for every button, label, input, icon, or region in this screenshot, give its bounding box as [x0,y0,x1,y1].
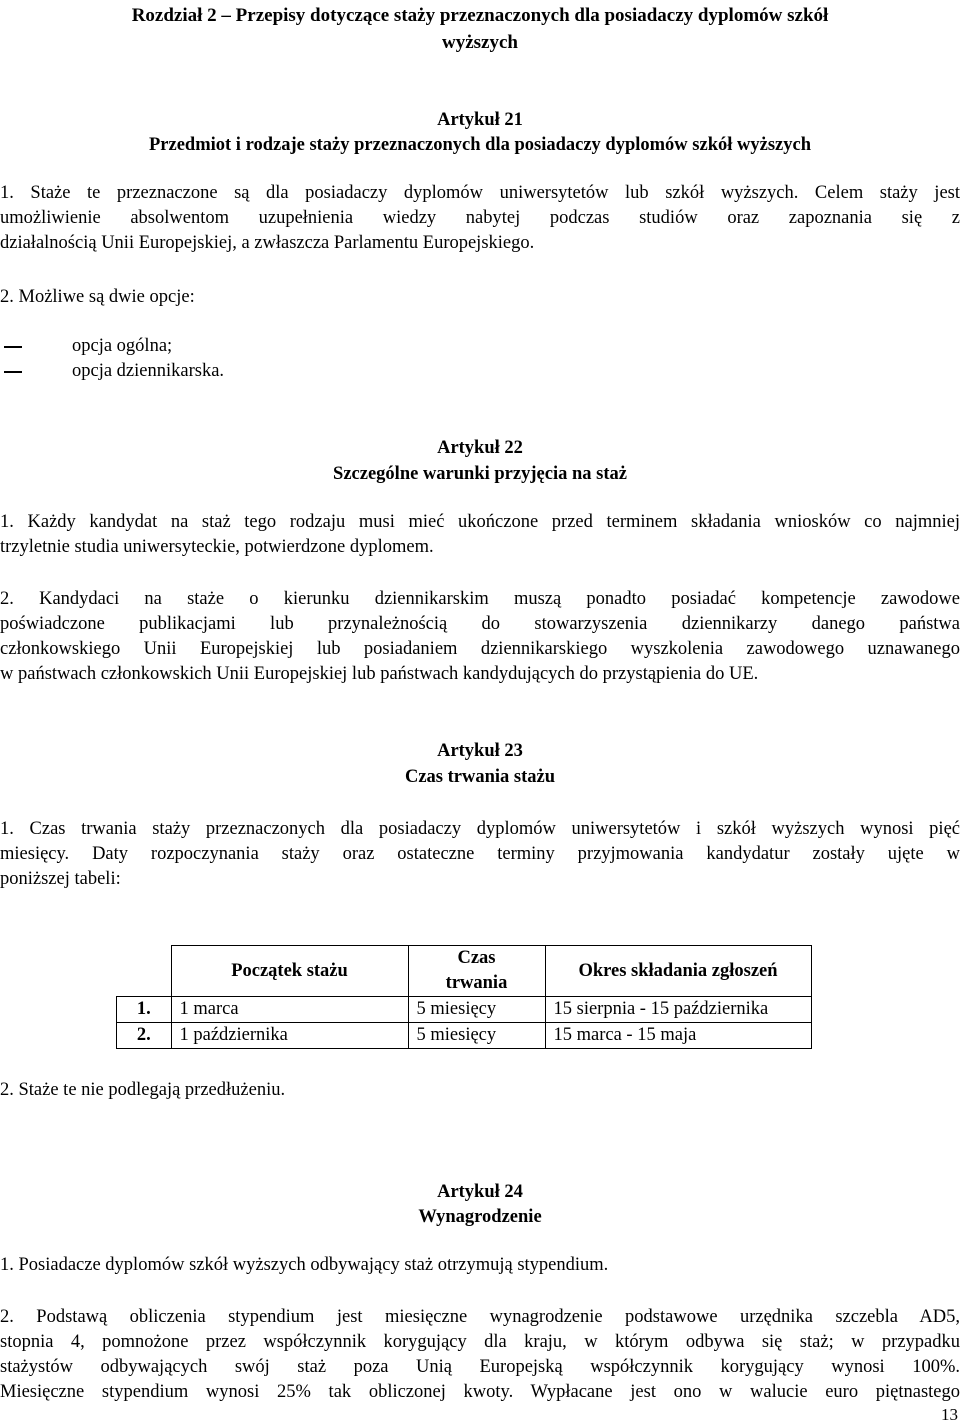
header-start: Początek stażu [171,946,408,997]
art23-subheading: Czas trwania stażu [404,767,556,787]
art21-subheading: Przedmiot i rodzaje staży przeznaczonych dla posiadaczy dyplomów szkół wyższych [149,135,811,155]
art22-paragraph-2 [0,587,960,687]
row-period: 15 sierpnia - 15 października [545,997,811,1023]
art24-paragraph-1: 1. Posiadacze dyplomów szkół wyższych odbywający staż otrzymują stypendium. [0,1255,609,1275]
table-header-row [117,946,812,997]
row-start: 1 marca [171,997,408,1023]
row-period: 15 marca - 15 maja [545,1023,811,1049]
art21-paragraph-2: 2. Możliwe są dwie opcje: [0,287,195,307]
art24-p2-line: stażystów odbywających swój staż poza Unią Europejską współczynnik korygujący wynosi 100%. [0,1357,960,1377]
dash-bullet-icon [4,346,22,348]
row-duration: 5 miesięcy [408,1023,545,1049]
list-item [0,334,224,359]
row-start: 1 października [171,1023,408,1049]
table-row [117,1023,812,1049]
table-row [117,997,812,1023]
art22-heading: Artykuł 22 [437,438,523,458]
header-duration [408,946,545,997]
art24-p2-line: 2. Podstawą obliczenia stypendium jest miesięczne wynagrodzenie podstawowe urzędnika szczebla AD5, [0,1307,960,1327]
art23-paragraph-2: 2. Staże te nie podlegają przedłużeniu. [0,1080,286,1100]
chapter-title [0,2,960,56]
option-label: opcja ogólna; [72,336,173,356]
row-duration: 5 miesięcy [408,997,545,1023]
art24-p2-line: Miesięczne stypendium wynosi 25% tak obliczonej kwoty. Wypłacane jest ono w walucie euro piętnastego [0,1382,960,1402]
art22-p2-line: poświadczone publikacjami lub przynależnością do stowarzyszenia dziennikarzy danego państwa [0,614,960,634]
dash-bullet-icon [4,371,22,373]
chapter-title-line1: Rozdział 2 – Przepisy dotyczące staży przeznaczonych dla posiadaczy dyplomów szkół [131,5,829,26]
header-period: Okres składania zgłoszeń [545,946,811,997]
art24-paragraph-2 [0,1305,960,1405]
art21-options-list [0,334,224,384]
art21-paragraph-1 [0,181,960,256]
art21-p1-line: 1. Staże te przeznaczone są dla posiadaczy dyplomów uniwersytetów lub szkół wyższych. Celem staży jest [0,183,960,203]
page-number: 13 [941,1405,958,1424]
art22-p2-line: członkowskiego Unii Europejskiej lub posiadaniem dziennikarskiego wyszkolenia zawodowego uznawanego [0,639,960,659]
art24-heading: Artykuł 24 [437,1182,523,1202]
art23-header [0,738,960,790]
header-duration-text: Czas trwania [445,948,508,993]
internship-dates-table [116,945,812,1049]
list-item [0,359,224,384]
art22-paragraph-1 [0,510,960,560]
art24-subheading: Wynagrodzenie [418,1207,542,1227]
art23-paragraph-1 [0,817,960,892]
row-number: 2. [117,1023,172,1049]
art21-p1-line: umożliwienie absolwentom uzupełnienia wiedzy nabytej podczas studiów oraz zapoznania się z [0,208,960,228]
art21-p1-line: działalnością Unii Europejskiej, a zwłaszcza Parlamentu Europejskiego. [0,233,535,253]
art23-p1-line: 1. Czas trwania staży przeznaczonych dla posiadaczy dyplomów uniwersytetów i szkół wyższych wynosi pięć [0,819,960,839]
art22-p1-line: trzyletnie studia uniwersyteckie, potwierdzone dyplomem. [0,537,434,557]
art21-header [0,108,960,158]
art23-p1-line: miesięcy. Daty rozpoczynania staży oraz ostateczne terminy przyjmowania kandydatur zostały ujęte w [0,844,960,864]
row-number: 1. [117,997,172,1023]
art24-p2-line: stopnia 4, pomnożone przez współczynnik korygujący dla kraju, w którym odbywa się staż; w przypadku [0,1332,960,1352]
table-corner-cell [117,946,172,997]
art21-heading: Artykuł 21 [437,110,523,130]
art24-header [0,1180,960,1230]
art22-header [0,435,960,487]
art22-p2-line: 2. Kandydaci na staże o kierunku dziennikarskim muszą ponadto posiadać kompetencje zawodowe [0,589,960,609]
option-label: opcja dziennikarska. [72,361,225,381]
art23-p1-line: poniższej tabeli: [0,869,121,889]
art22-subheading: Szczególne warunki przyjęcia na staż [333,464,627,484]
art22-p1-line: 1. Każdy kandydat na staż tego rodzaju musi mieć ukończone przed terminem składania wniosków co najmniej [0,512,960,532]
art23-heading: Artykuł 23 [437,741,523,761]
chapter-title-line2: wyższych [442,32,518,53]
art22-p2-line: w państwach członkowskich Unii Europejskiej lub państwach kandydujących do przystąpienia do UE. [0,664,759,684]
